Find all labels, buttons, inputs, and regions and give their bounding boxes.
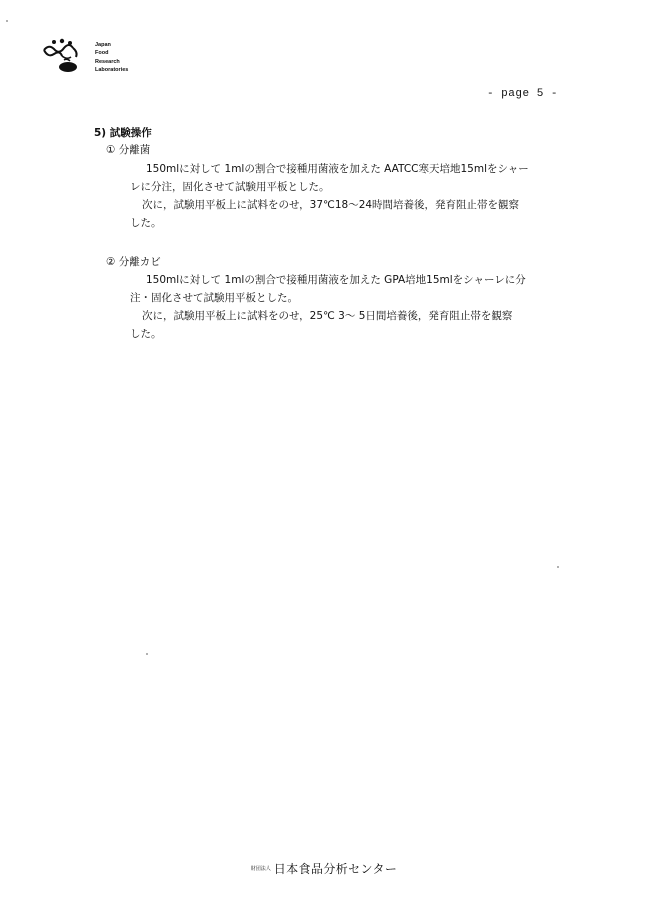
item-title-isolated-mold: ② 分離カビ <box>106 256 161 268</box>
paragraph-line: 150mlに対して 1mlの割合で接種用菌液を加えた AATCC寒天培地15mlをシャー <box>146 163 529 175</box>
page-number: - page 5 - <box>486 88 558 100</box>
footer-org-name: 日本食品分析センター <box>273 862 398 876</box>
paragraph-line: 150mlに対して 1mlの割合で接種用菌液を加えた GPA培地15mlをシャーレに分 <box>146 274 526 286</box>
paragraph-line: 次に，試験用平板上に試料をのせ，25℃ 3～ 5日間培養後，発育阻止帯を観察 <box>142 310 513 322</box>
paragraph-line: 次に，試験用平板上に試料をのせ，37℃18～24時間培養後，発育阻止帯を観察 <box>142 199 520 211</box>
scan-speck <box>557 566 559 568</box>
paragraph-line: した。 <box>130 217 162 229</box>
paragraph-line: 注・固化させて試験用平板とした。 <box>130 292 298 304</box>
paragraph-line: レに分注，固化させて試験用平板とした。 <box>130 181 330 193</box>
paragraph-line: した。 <box>130 328 162 340</box>
section-heading: 5) 試験操作 <box>94 127 152 139</box>
scan-speck <box>146 653 148 655</box>
item-title-isolated-bacteria: ① 分離菌 <box>106 144 151 156</box>
logo-line-research: Research <box>95 58 120 65</box>
logo-wordmark <box>95 41 128 75</box>
footer-organization <box>0 858 648 877</box>
lab-logo-icon <box>40 36 100 82</box>
logo-line-japan: Japan <box>95 42 111 48</box>
lab-logo <box>40 36 140 82</box>
scan-speck <box>6 20 8 22</box>
logo-line-laboratories: Laboratories <box>95 67 129 74</box>
logo-line-food: Food <box>95 50 109 57</box>
footer-prefix: 財団法人 <box>250 866 271 872</box>
